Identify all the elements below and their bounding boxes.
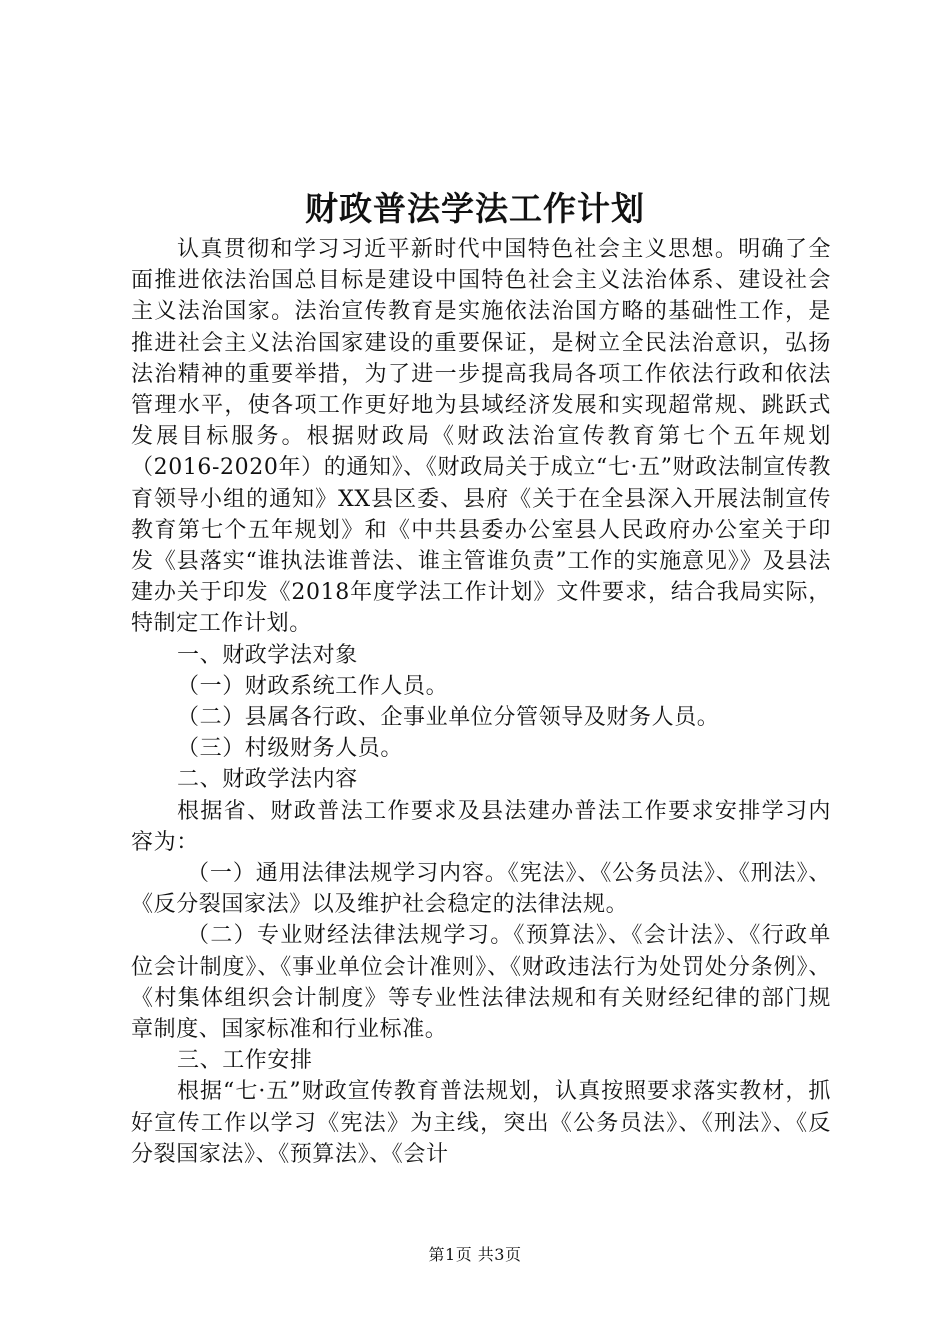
section-heading-content: 二、财政学法内容 <box>177 767 358 793</box>
arrangement-paragraph: 根据“七·五”财政宣传教育普法规划，认真按照要求落实教材，抓好宣传工作以学习《宪法》为主线，突出《公务员法》、《刑法》、《反分裂国家法》、《预算法》、《会计 <box>131 1079 831 1167</box>
list-item: （一）财政系统工作人员。 <box>177 673 449 699</box>
page-footer: 第1页 共3页 <box>428 1245 522 1264</box>
document-title: 财政普法学法工作计划 <box>305 189 645 228</box>
intro-paragraph: 认真贯彻和学习习近平新时代中国特色社会主义思想。明确了全面推进依法治国总目标是建设中国特色社会主义法治体系、建设社会主义法治国家。法治宣传教育是实施依法治国方略的基础性工作，是推进社会主义法治国家建设的重要保证，是树立全民法治意识，弘扬法治精神的重要举措，为了进一步提高我局各项工作依法行政和依法管理水平，使各项工作更好地为县域经济发展和实现超常规、跳跃式发展目标服务。根据财政局《财政法治宣传教育第七个五年规划（2016-2020年）的通知》、《财政局关于成立“七·五”财政法制宣传教育领导小组的通知》XX县区委、县府《关于在全县深入开展法制宣传教育第七个五年规划》和《中共县委办公室县人民政府办公室关于印发《县落实“谁执法谁普法、谁主管谁负责”工作的实施意见》》及县法建办关于印发《2018年度学法工作计划》文件要求，结合我局实际，特制定工作计划。 <box>131 237 831 637</box>
document-body <box>131 234 831 1170</box>
content-item: （一）通用法律法规学习内容。《宪法》、《公务员法》、《刑法》、《反分裂国家法》以及维护社会稳定的法律法规。 <box>131 861 831 918</box>
section-heading-arrangement: 三、工作安排 <box>177 1048 313 1074</box>
list-item: （三）村级财务人员。 <box>177 736 404 762</box>
list-item: （二）县属各行政、企事业单位分管领导及财务人员。 <box>177 705 720 731</box>
content-paragraph: 根据省、财政普法工作要求及县法建办普法工作要求安排学习内容为： <box>131 798 831 855</box>
section-heading-targets: 一、财政学法对象 <box>177 642 358 668</box>
content-item: （二）专业财经法律法规学习。《预算法》、《会计法》、《行政单位会计制度》、《事业单位会计准则》、《财政违法行为处罚处分条例》、《村集体组织会计制度》等专业性法律法规和有关财经纪律的部门规章制度、国家标准和行业标准。 <box>131 923 831 1043</box>
